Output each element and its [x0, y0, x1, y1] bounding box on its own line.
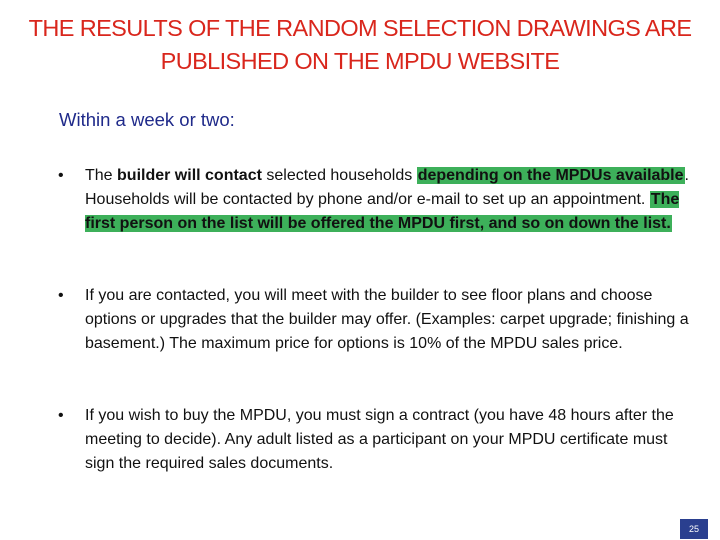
intro-text: Within a week or two: [59, 109, 235, 130]
bullet-text-segment: selected households [261, 167, 417, 184]
page-number-badge: 25 [680, 519, 708, 539]
slide-title-line-1: THE RESULTS OF THE RANDOM SELECTION DRAWINGS ARE [28, 15, 692, 41]
bullet-text-segment: . Households will be contacted by phone and/or e-mail to set up an appointment. [85, 167, 689, 208]
bullet-text: If you are contacted, you will meet with the builder to see floor plans and choose options or upgrades that the builder may offer. (Examples: carpet upgrade; finishing a basement.) The maximum price for options is 10% of the MPDU sales price. [85, 287, 689, 352]
slide-title-line-2: PUBLISHED ON THE MPDU WEBSITE [160, 48, 560, 74]
slide-title [0, 12, 720, 78]
bullet-icon: • [58, 287, 64, 304]
bullet-icon: • [58, 407, 64, 424]
bullet-text-segment: The [85, 167, 118, 184]
bullet-text: If you wish to buy the MPDU, you must sign a contract (you have 48 hours after the meeting to decide). Any adult listed as a participant on your MPDU certificate must sign the required sales documents. [85, 407, 674, 472]
bullet-text [85, 164, 690, 236]
bullet-text-bold: builder will contact [117, 167, 262, 184]
highlighted-text: depending on the MPDUs available [417, 167, 684, 184]
bullet-icon: • [58, 167, 64, 184]
highlighted-text: The first person on the list will be offered the MPDU first, and so on down the list. [85, 191, 680, 232]
